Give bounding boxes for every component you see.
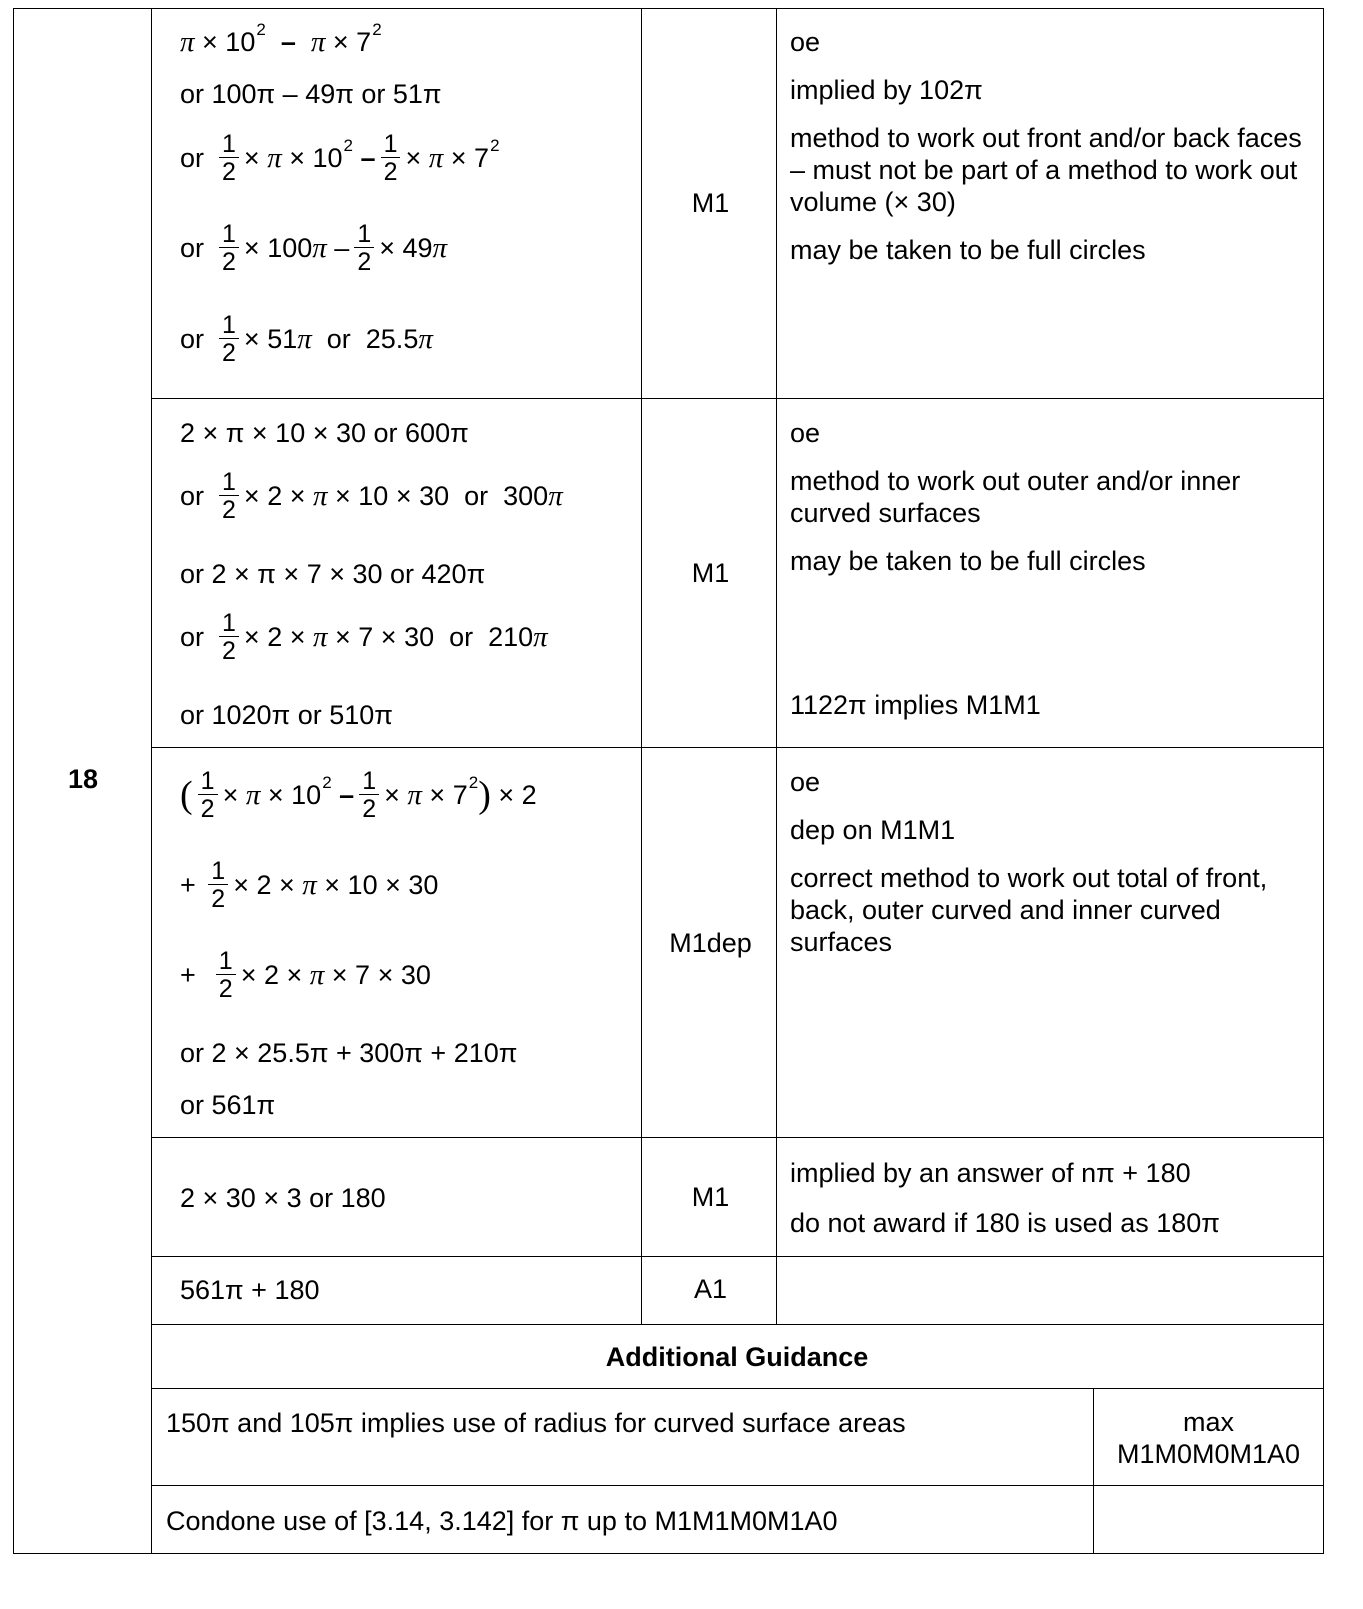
mark-row-2: M1 xyxy=(691,558,730,588)
guidance-note: method to work out front and/or back faces – must not be part of a method to work out volume (× 30) xyxy=(790,123,1302,217)
additional-guidance-item: 150π and 105π implies use of radius for curved surface areas xyxy=(166,1408,906,1438)
additional-guidance-heading: Additional Guidance xyxy=(605,1342,869,1372)
column-divider-mark-left xyxy=(641,8,642,1324)
guidance-note: oe xyxy=(790,767,821,797)
guidance-note: method to work out outer and/or inner curved surfaces xyxy=(790,466,1241,528)
guidance-row-1 xyxy=(790,26,1310,282)
mark-row-5: A1 xyxy=(693,1274,728,1304)
additional-guidance-mark-line: M1M0M0M1A0 xyxy=(1116,1439,1301,1469)
working-row-4: 2 × 30 × 3 or 180 xyxy=(180,1183,386,1213)
guidance-note: implied by 102π xyxy=(790,75,983,105)
additional-guidance-mark xyxy=(1094,1406,1323,1470)
working-line: or $\frac{1}{2}$ × 100 π – $\frac{1}{2}$ × 49 π xyxy=(180,220,448,276)
mark-row-4: M1 xyxy=(691,1182,730,1212)
guidance-row-4 xyxy=(790,1157,1310,1255)
working-line: or 561π xyxy=(180,1090,276,1120)
guidance-note: oe xyxy=(790,27,821,57)
guidance-row-2 xyxy=(790,417,1310,593)
row-divider-3 xyxy=(151,1137,1324,1138)
guidance-note: implied by an answer of nπ + 180 xyxy=(790,1158,1191,1188)
guidance-note: do not award if 180 is used as 180π xyxy=(790,1208,1220,1238)
guidance-row-3 xyxy=(790,766,1310,974)
working-line: 2 × π × 10 × 30 or 600π xyxy=(180,418,469,448)
row-divider-6 xyxy=(151,1388,1324,1389)
working-line: or $\frac{1}{2}$ × 2 × π × 10 × 30 or 300 π xyxy=(180,468,563,524)
additional-guidance-item: Condone use of [3.14, 3.142] for π up to M1M1M0M1A0 xyxy=(166,1506,838,1536)
guidance-note: dep on M1M1 xyxy=(790,815,956,845)
working-line: or 2 × π × 7 × 30 or 420π xyxy=(180,559,486,589)
working-line: π × 10 2 – π × 7 2 xyxy=(180,20,382,58)
working-line: or 100π – 49π or 51π xyxy=(180,79,442,109)
mark-row-3: M1dep xyxy=(669,928,752,958)
row-divider-7 xyxy=(151,1485,1324,1486)
mark-scheme-table xyxy=(13,8,1356,1598)
row-divider-4 xyxy=(151,1256,1324,1257)
table-border-right xyxy=(1323,8,1324,1554)
working-line: or $\frac{1}{2}$ × π × 10 2 – $\frac{1}{2}$ × π × 7 2 xyxy=(180,130,500,186)
table-border-bottom xyxy=(13,1553,1324,1554)
working-row-5: 561π + 180 xyxy=(180,1275,320,1305)
additional-guidance-mark-line: max xyxy=(1182,1407,1234,1437)
working-line: + $\frac{1}{2}$ × 2 × π × 10 × 30 xyxy=(180,857,439,913)
working-row-2 xyxy=(180,398,635,747)
working-row-1 xyxy=(180,8,635,398)
working-row-3 xyxy=(180,747,635,1137)
mark-row-1: M1 xyxy=(691,188,730,218)
working-line: or 1020π or 510π xyxy=(180,700,393,730)
guidance-note: correct method to work out total of front, back, outer curved and inner curved surfaces xyxy=(790,863,1268,957)
guidance-note: may be taken to be full circles xyxy=(790,546,1146,576)
working-line: or $\frac{1}{2}$ × 2 × π × 7 × 30 or 210 π xyxy=(180,609,548,665)
guidance-note: may be taken to be full circles xyxy=(790,235,1146,265)
guidance-note: oe xyxy=(790,418,821,448)
working-line: or 2 × 25.5π + 300π + 210π xyxy=(180,1038,518,1068)
row-divider-5 xyxy=(151,1324,1324,1325)
working-line: ( $\frac{1}{2}$ × π × 10 2 – $\frac{1}{2}$ × π × 7 2 ) × 2 xyxy=(180,767,537,823)
working-line: or $\frac{1}{2}$ × 51 π or 25.5 π xyxy=(180,311,433,367)
working-line: + $\frac{1}{2}$ × 2 × π × 7 × 30 xyxy=(180,947,431,1003)
question-number: 18 xyxy=(67,764,99,794)
guidance-note: 1122π implies M1M1 xyxy=(790,690,1041,720)
